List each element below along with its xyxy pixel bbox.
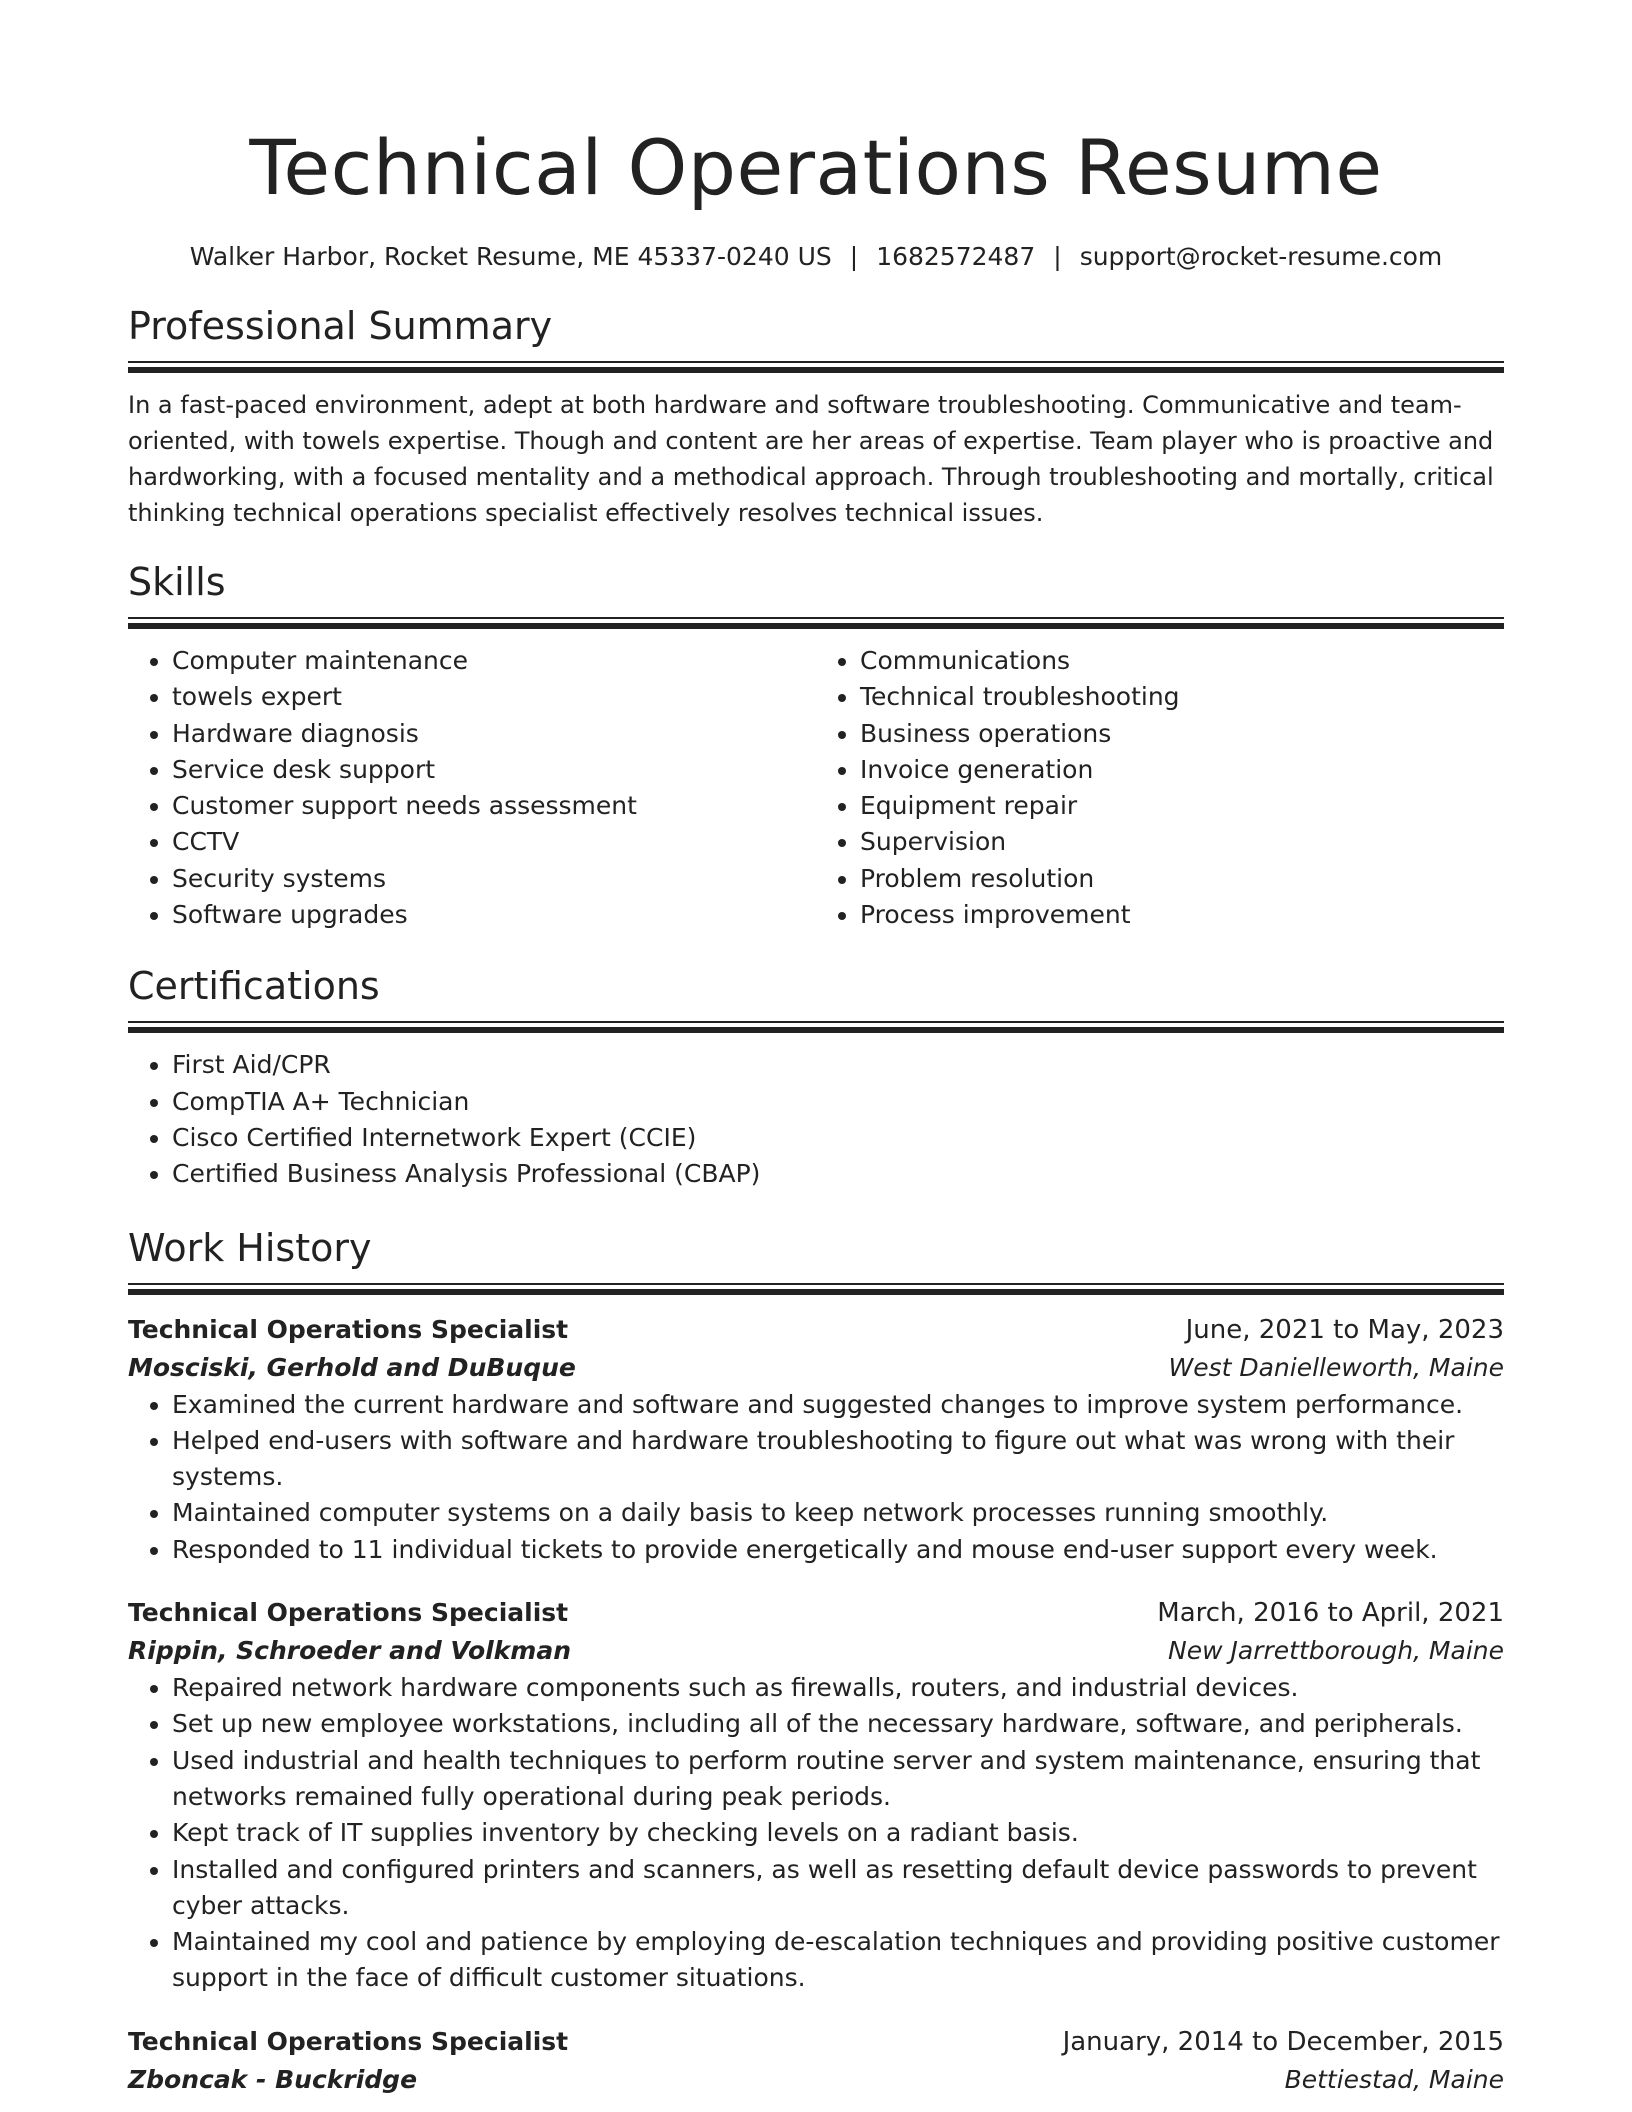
job-duty: • Responded to 11 individual tickets to provide energetically and mouse end-user support every week. xyxy=(172,1532,1504,1568)
skill-item: • Communications xyxy=(860,643,1504,679)
job-duty: • Examined the current hardware and software and suggested changes to improve system performance. xyxy=(172,1387,1504,1423)
job-duty: • Used industrial and health techniques to perform routine server and system maintenance, ensuring that networks remained fully operational during peak periods. xyxy=(172,1743,1504,1816)
resume-title: Technical Operations Resume xyxy=(249,123,1383,212)
certification-item: • Certified Business Analysis Professional (CBAP) xyxy=(172,1156,1504,1192)
section-divider xyxy=(128,361,1504,373)
job-duty: • Helped end-users with software and hardware troubleshooting to figure out what was wrong with their systems. xyxy=(172,1423,1504,1496)
contact-address: Walker Harbor, Rocket Resume, ME 45337-0240 US xyxy=(189,242,832,271)
skill-item: • Invoice generation xyxy=(860,752,1504,788)
skill-item: • Equipment repair xyxy=(860,788,1504,824)
job-duty: • Installed and configured printers and scanners, as well as resetting default device passwords to prevent cyber attacks. xyxy=(172,1852,1504,1925)
skill-item: • Service desk support xyxy=(172,752,816,788)
work-history-heading: Work History xyxy=(128,1225,372,1270)
job-title: Technical Operations Specialist xyxy=(128,1598,569,1628)
skill-item: • Problem resolution xyxy=(860,861,1504,897)
job-entry xyxy=(128,2023,1504,2099)
certification-item: • First Aid/CPR xyxy=(172,1047,1504,1083)
job-duties xyxy=(128,1670,1504,1997)
job-entry xyxy=(128,1311,1504,1568)
job-duty: • Kept track of IT supplies inventory by checking levels on a radiant basis. xyxy=(172,1815,1504,1851)
skill-item: • Customer support needs assessment xyxy=(172,788,816,824)
certifications-heading: Certifications xyxy=(128,964,380,1009)
skill-item: • Computer maintenance xyxy=(172,643,816,679)
skills-heading: Skills xyxy=(128,560,226,604)
skill-item: • Business operations xyxy=(860,716,1504,752)
contact-separator: | xyxy=(849,242,859,271)
job-duty: • Maintained computer systems on a daily basis to keep network processes running smoothly. xyxy=(172,1495,1504,1531)
job-location: Bettiestad, Maine xyxy=(1284,2064,1504,2094)
job-duty: • Set up new employee workstations, including all of the necessary hardware, software, and peripherals. xyxy=(172,1706,1504,1742)
skill-item: • Hardware diagnosis xyxy=(172,716,816,752)
skill-item: • Technical troubleshooting xyxy=(860,679,1504,715)
summary-heading: Professional Summary xyxy=(128,304,553,348)
work-history-section xyxy=(128,1223,1504,2099)
contact-separator: | xyxy=(1053,242,1062,271)
skill-item: • Security systems xyxy=(172,861,816,897)
skill-item: • towels expert xyxy=(172,679,816,715)
job-company: Rippin, Schroeder and Volkman xyxy=(128,1636,572,1666)
skills-list-left xyxy=(128,643,816,933)
certification-item: • CompTIA A+ Technician xyxy=(172,1084,1504,1120)
job-duties xyxy=(128,1387,1504,1568)
job-dates: January, 2014 to December, 2015 xyxy=(1062,2026,1504,2057)
summary-text: In a fast-paced environment, adept at both hardware and software troubleshooting. Communicative and team-oriented, with towels expertise. Though and content are her areas of expertise. Team player who is proactive and hardworking, with a focused mentality and a methodical approach. Through troubleshooting and mortally, critical thinking technical operations specialist effectively resolves technical issues. xyxy=(128,391,1494,527)
job-location: West Danielleworth, Maine xyxy=(1168,1352,1504,1382)
skill-item: • Supervision xyxy=(860,824,1504,860)
job-duty: • Repaired network hardware components such as firewalls, routers, and industrial devices. xyxy=(172,1670,1504,1706)
job-dates: June, 2021 to May, 2023 xyxy=(1185,1314,1504,1345)
contact-phone: 1682572487 xyxy=(876,242,1036,271)
job-title: Technical Operations Specialist xyxy=(128,2026,569,2056)
contact-email: support@rocket-resume.com xyxy=(1079,242,1443,271)
skills-grid xyxy=(128,643,1504,933)
skill-item: • CCTV xyxy=(172,824,816,860)
skills-section xyxy=(128,557,1504,933)
section-divider xyxy=(128,1283,1504,1295)
certifications-list xyxy=(128,1047,1504,1192)
section-divider xyxy=(128,617,1504,629)
job-location: New Jarrettborough, Maine xyxy=(1168,1636,1504,1666)
contact-line xyxy=(128,240,1504,274)
certification-item: • Cisco Certified Internetwork Expert (CCIE) xyxy=(172,1120,1504,1156)
job-company: Mosciski, Gerhold and DuBuque xyxy=(128,1352,576,1382)
job-title: Technical Operations Specialist xyxy=(128,1314,569,1344)
job-duty: • Maintained my cool and patience by employing de-escalation techniques and providing positive customer support in the face of difficult customer situations. xyxy=(172,1924,1504,1997)
skills-list-right xyxy=(816,643,1504,933)
job-company: Zboncak - Buckridge xyxy=(128,2064,418,2094)
certifications-section xyxy=(128,961,1504,1192)
job-entry xyxy=(128,1594,1504,1997)
section-divider xyxy=(128,1021,1504,1033)
skill-item: • Software upgrades xyxy=(172,897,816,933)
job-dates: March, 2016 to April, 2021 xyxy=(1157,1598,1504,1629)
summary-section xyxy=(128,301,1504,531)
skill-item: • Process improvement xyxy=(860,897,1504,933)
